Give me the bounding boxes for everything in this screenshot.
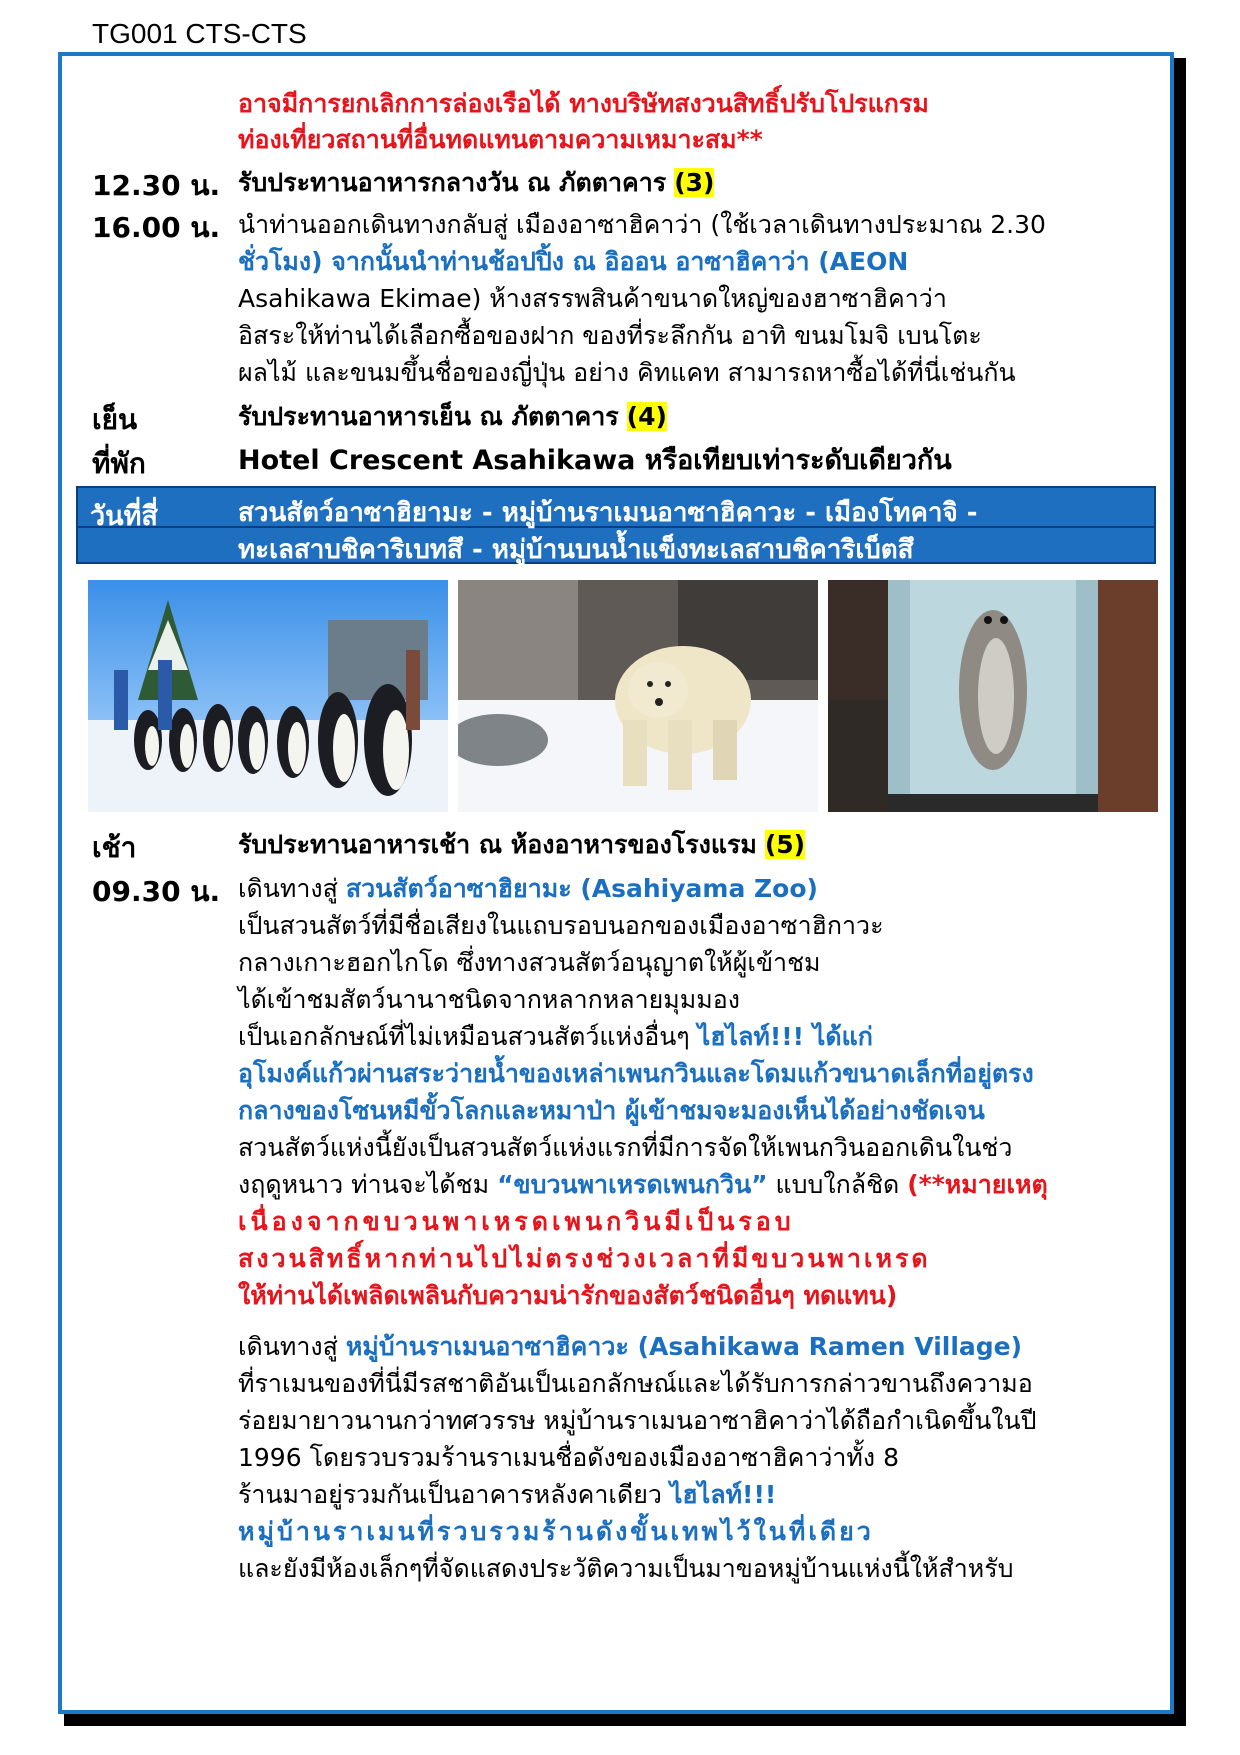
shopping-line: ผลไม้ และขนมขึ้นชื่อของญี่ปุ่น อย่าง คิทแคท สามารถหาซื้อได้ที่นี่เช่นกัน <box>238 358 1016 387</box>
ramen-text: ที่ราเมนของที่นี่มีรสชาติอันเป็นเอกลักษณ์และได้รับการกล่าวขานถึงความอ <box>238 1369 1033 1398</box>
meal-number: (3) <box>674 168 715 197</box>
tour-code: TG001 CTS-CTS <box>92 18 307 49</box>
remark-text: เนื่องจากขบวนพาเหรดเพนกวินมีเป็นรอบ <box>238 1207 795 1236</box>
penguin-parade-name: “ขบวนพาเหรดเพนกวิน” <box>497 1170 768 1199</box>
note-line-2: ท่องเที่ยวสถานที่อื่นทดแทนตามความเหมาะสม** <box>238 125 763 154</box>
dinner-text: รับประทานอาหารเย็น ณ ภัตตาคาร <box>238 402 619 431</box>
zoo-name: สวนสัตว์อาซาฮิยามะ (Asahiyama Zoo) <box>345 874 818 903</box>
shopping-line: Asahikawa Ekimae) ห้างสรรพสินค้าขนาดใหญ่ของฮาซาฮิคาว่า <box>238 284 947 313</box>
hotel-name: Hotel Crescent Asahikawa หรือเทียบเท่าระดับเดียวกัน <box>238 445 952 476</box>
ramen-village-name: หมู่บ้านราเมนอาซาฮิคาวะ (Asahikawa Ramen Village) <box>345 1332 1023 1361</box>
zoo-highlight: กลางของโซนหมีขั้วโลกและหมาป่า ผู้เข้าชมจะมองเห็นได้อย่างชัดเจน <box>238 1096 985 1125</box>
zoo-description <box>238 870 1148 1314</box>
day-label: วันที่สี่ <box>90 501 158 532</box>
zoo-text: ได้เข้าชมสัตว์นานาชนิดจากหลากหลายมุมมอง <box>238 985 740 1014</box>
lunch-time: 12.30 น. <box>92 169 221 202</box>
day-route-line-2: ทะเลสาบชิคาริเบทสึ - หมู่บ้านบนน้ำแข็งทะเลสาบชิคาริเบ็ตสึ <box>238 535 914 565</box>
shopping-time: 16.00 น. <box>92 211 221 244</box>
breakfast-text: รับประทานอาหารเช้า ณ ห้องอาหารของโรงแรม <box>238 830 757 859</box>
ramen-highlight: หมู่บ้านราเมนที่รวบรวมร้านดังขั้นเทพไว้ในที่เดียว <box>238 1517 874 1546</box>
ramen-text: เดินทางสู่ <box>238 1332 346 1361</box>
day-four-bar <box>76 486 1156 564</box>
highlight-label: ไฮไลท์!!! ได้แก่ <box>697 1022 873 1051</box>
ramen-text: ร้านมาอยู่รวมกันเป็นอาคารหลังคาเดียว <box>238 1480 670 1509</box>
polar-bear-photo <box>458 580 818 812</box>
shopping-text <box>238 206 1148 391</box>
breakfast-time: เช้า <box>92 831 137 864</box>
zoo-text: กลางเกาะฮอกไกโด ซึ่งทางสวนสัตว์อนุญาตให้ผู้เข้าชม <box>238 948 821 977</box>
penguin-parade-photo <box>88 580 448 812</box>
shopping-line: นำท่านออกเดินทางกลับสู่ เมืองอาซาฮิคาว่า (ใช้เวลาเดินทางประมาณ 2.30 <box>238 210 1046 239</box>
zoo-text: เป็นสวนสัตว์ที่มีชื่อเสียงในแถบรอบนอกของเมืองอาซาฮิกาวะ <box>238 911 884 940</box>
shopping-line: อิสระให้ท่านได้เลือกซื้อของฝาก ของที่ระลึกกัน อาทิ ขนมโมจิ เบนโตะ <box>238 321 982 350</box>
ramen-description <box>238 1328 1148 1587</box>
zoo-text: เป็นเอกลักษณ์ที่ไม่เหมือนสวนสัตว์แห่งอื่นๆ <box>238 1022 698 1051</box>
ramen-text: และยังมีห้องเล็กๆที่จัดแสดงประวัติความเป็นมาขอหมู่บ้านแห่งนี้ให้สำหรับ <box>238 1554 1014 1583</box>
highlight-label: ไฮไลท์!!! <box>669 1480 777 1509</box>
dinner-time: เย็น <box>92 403 138 436</box>
remark-text: สงวนสิทธิ์หากท่านไปไม่ตรงช่วงเวลาที่มีขบวนพาเหรด <box>238 1244 931 1273</box>
zoo-text: แบบใกล้ชิด <box>767 1170 908 1199</box>
day-route-line-1: สวนสัตว์อาซาฮิยามะ - หมู่บ้านราเมนอาซาฮิคาวะ - เมืองโทคาจิ - <box>238 498 978 528</box>
ramen-text: ร่อยมายาวนานกว่าทศวรรษ หมู่บ้านราเมนอาซาฮิคาว่าได้ถือกำเนิดขึ้นในปี <box>238 1406 1037 1435</box>
zoo-time: 09.30 น. <box>92 875 221 908</box>
meal-number: (4) <box>626 402 667 431</box>
zoo-text: เดินทางสู่ <box>238 874 346 903</box>
ramen-text: 1996 โดยรวบรวมร้านราเมนชื่อดังของเมืองอาซาฮิคาว่าทั้ง 8 <box>238 1443 899 1472</box>
lunch-text: รับประทานอาหารกลางวัน ณ ภัตตาคาร <box>238 168 667 197</box>
zoo-text: งฤดูหนาว ท่านจะได้ชม <box>238 1170 498 1199</box>
remark-label: (**หมายเหตุ <box>907 1170 1048 1199</box>
shopping-line: ชั่วโมง) จากนั้นนำท่านช้อปปิ้ง ณ อิออน อาซาฮิคาว่า (AEON <box>238 247 909 276</box>
seal-tank-photo <box>828 580 1158 812</box>
remark-text: ให้ท่านได้เพลิดเพลินกับความน่ารักของสัตว์ชนิดอื่นๆ ทดแทน) <box>238 1281 898 1310</box>
zoo-highlight: อุโมงค์แก้วผ่านสระว่ายน้ำของเหล่าเพนกวินและโดมแก้วขนาดเล็กที่อยู่ตรง <box>238 1059 1034 1088</box>
note-line-1: อาจมีการยกเลิกการล่องเรือได้ ทางบริษัทสงวนสิทธิ์ปรับโปรแกรม <box>238 89 929 118</box>
meal-number: (5) <box>764 830 806 859</box>
hotel-label: ที่พัก <box>92 447 146 480</box>
zoo-text: สวนสัตว์แห่งนี้ยังเป็นสวนสัตว์แห่งแรกที่มีการจัดให้เพนกวินออกเดินในช่ว <box>238 1133 1013 1162</box>
